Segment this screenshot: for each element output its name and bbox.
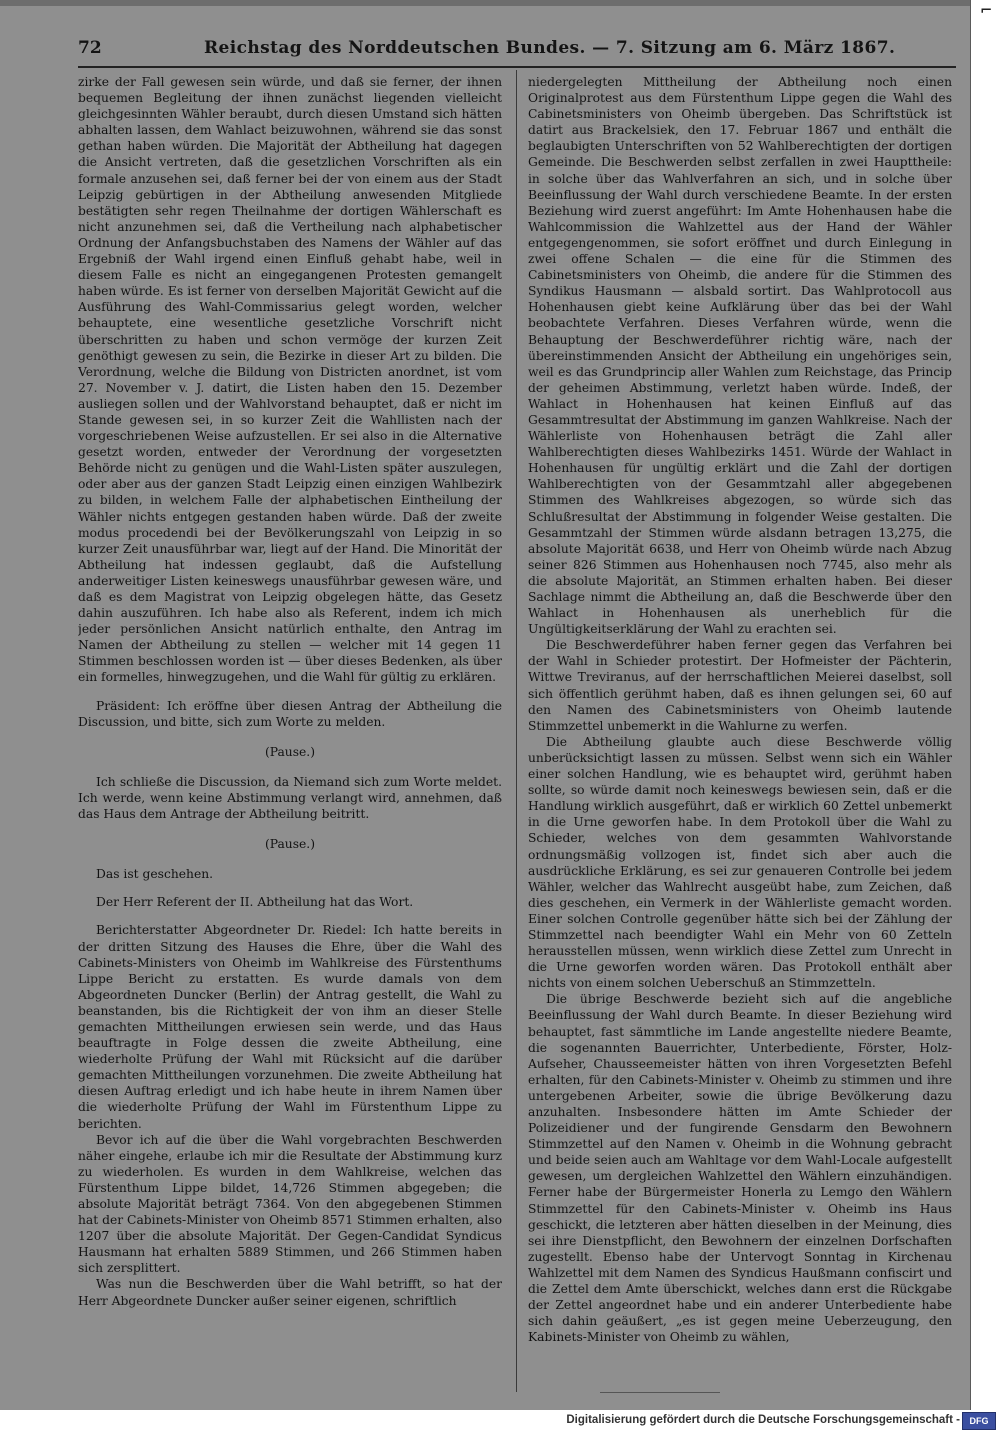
paragraph: Was nun die Beschwerden über die Wahl betrifft, so hat der Herr Abgeordnete Duncker außer seiner eigenen, schriftlich (78, 1277, 502, 1308)
paragraph: Die Abtheilung glaubte auch diese Beschwerde völlig unberücksichtigt lassen zu müssen. Selbst wenn sich ein Wähler einer solchen Handlung, wie es behauptet wird, gerühmt haben sollte, so würde damit noch keineswegs bewiesen sein, daß er die Handlung wirklich ausgeführt, daß er wirklich 60 Zettel unbemerkt in die Urne geworfen habe. In dem Protokoll über die Wahl zu Schieder, welches von dem gesammten Wahlvorstande ordnungsmäßig vollzogen ist, findet sich aber auch die ausdrückliche Erklärung, es sei zur genaueren Controlle bei jedem Wähler, welcher das Wahlrecht ausgeübt habe, zum Zeichen, daß dies geschehen, ein Vermerk in der Wählerliste gemacht worden. Einer solchen Controlle gegenüber hätte sich bei der Zählung der Stimmzettel nach beendigter Wahl ein Mehr von 60 Zetteln herausstellen müssen, wenn wirklich diese Zettel zum Unrecht in die Urne geworfen worden wären. Das Protokoll enthält aber nichts von einem solchen Ueberschuß an Stimmzetteln. (528, 734, 952, 991)
paragraph-riedel: Berichterstatter Abgeordneter Dr. Riedel: Ich hatte bereits in der dritten Sitzung des Hauses die Ehre, über die Wahl des Cabinets-Ministers von Oheimb im Wahlkreise des Fürstenthums Lippe Bericht zu erstatten. Es wurde damals von dem Abgeordneten Duncker (Berlin) der Antrag gestellt, die Wahl zu beanstanden, bis die Richtigkeit der von ihm an dieser Stelle gemachten Mittheilungen erwiesen sein werde, und das Haus beauftragte in Folge dessen die zweite Abtheilung, eine wiederholte Prüfung der Wahl mit Rücksicht auf die darüber gemachten Mittheilungen vorzunehmen. Die zweite Abtheilung hat diesen Auftrag erledigt und ich habe heute in ihrem Namen über die wiederholte Prüfung der Wahl im Fürstenthum Lippe zu berichten. (78, 923, 502, 1131)
paragraph-praesident: Präsident: Ich eröffne über diesen Antrag der Abtheilung die Discussion, und bitte, sich zum Worte zu melden. (78, 698, 502, 729)
paragraph: niedergelegten Mittheilung der Abtheilung noch einen Originalprotest aus dem Fürstenthum Lippe gegen die Wahl des Cabinetsministers von Oheimb übergeben. Das Schriftstück ist datirt aus Brackelsiek, den 17. Februar 1867 und enthält die beglaubigten Unterschriften von 52 Wahlberechtigten der dortigen Gemeinde. Die Beschwerden selbst zerfallen in zwei Haupttheile: in solche über das Wahlverfahren an sich, und in solche über Beeinflussung der Wahl durch verschiedene Beamte. In der ersten Beziehung wird zuerst angeführt: Im Amte Hohenhausen habe die Wahlcommission die Wahlzettel aus der Hand der Wähler entgegengenommen, sie sofort eröffnet und durch Einlegung in zwei offene Schalen — die eine für die Stimmen des Cabinetsministers von Oheimb, die andere für die Stimmen des Syndikus Hausmann — alsbald sortirt. Das Wahlprotocoll aus Hohenhausen giebt keine Aufklärung über das bei der Wahl beobachtete Verfahren. Dieses Verfahren würde, wenn die Behauptung der Beschwerdeführer richtig wäre, nach der übereinstimmenden Ansicht der Abtheilung ein ungehöriges sein, weil es das Grundprincip aller Wahlen zum Reichstage, das Princip der geheimen Abstimmung, verletzt haben würde. Indeß, der Wahlact in Hohenhausen hat keinen Einfluß auf das Gesammtresultat der Abstimmung im ganzen Wahlkreise. Nach der Wählerliste von Hohenhausen beträgt die Zahl aller Wahlberechtigten dieses Wahlbezirks 1451. Würde der Wahlact in Hohenhausen für ungültig erklärt und die Zahl der dortigen Wahlberechtigten von der Gesammtzahl aller abgegebenen Stimmen des Wahlkreises abgezogen, so würde sich das Schlußresultat der Abstimmung in folgender Weise gestalten. Die Gesammtzahl der Stimmen würde alsdann betragen 13,275, die absolute Majorität 6638, und Herr von Oheimb würde nach Abzug seiner 826 Stimmen aus Hohenhausen noch 7745, also mehr als die absolute Majorität, an Stimmen erhalten haben. Bei dieser Sachlage nimmt die Abtheilung an, daß die Beschwerde über den Wahlact in Hohenhausen als unerheblich für die Ungültigkeitserklärung der Wahl zu erachten sei. (528, 75, 952, 637)
paragraph: Das ist geschehen. (96, 867, 214, 882)
paragraph: Ich schließe die Discussion, da Niemand sich zum Worte meldet. Ich werde, wenn keine Abstimmung verlangt wird, annehmen, daß das Haus dem Antrage der Abtheilung beitritt. (78, 774, 502, 822)
left-column (78, 74, 502, 1392)
paragraph: Der Herr Referent der II. Abtheilung hat das Wort. (96, 895, 414, 910)
column-divider (516, 70, 517, 1392)
dfg-logo-icon[interactable] (962, 1412, 996, 1430)
right-column (528, 74, 952, 1392)
paragraph: Die Beschwerdeführer haben ferner gegen das Verfahren bei der Wahl in Schieder protestirt. Der Hofmeister der Pächterin, Wittwe Treviranus, auf der herrschaftlichen Meierei daselbst, soll sich öffentlich gerühmt haben, daß es ihnen gelungen sei, 60 auf den Namen des Cabinetsministers von Oheimb lautende Stimmzettel unbemerkt in die Wahlurne zu werfen. (528, 638, 952, 733)
paragraph: Die übrige Beschwerde bezieht sich auf die angebliche Beeinflussung der Wahl durch Beamte. In dieser Beziehung wird behauptet, fast sämmtliche im Lande angestellte niedere Beamte, die sogenannten Bauerrichter, Unterbediente, Förster, Holz-Aufseher, Chausseemeister hätten von ihren Vorgesetzten Befehl erhalten, für den Cabinets-Minister v. Oheimb zu stimmen und ihre untergebenen Arbeiter, sowie die übrige Bevölkerung dazu anzuhalten. Insbesondere hätten im Amte Schieder der Polizeidiener und der fungirende Gensdarm den Bewohnern Stimmzettel auf den Namen v. Oheimb in die Wohnung gebracht und beide seien auch am Wahltage vor dem Wahl-Locale aufgestellt gewesen, um dergleichen Wahlzettel den Wählern einzuhändigen. Ferner habe der Bürgermeister Honerla zu Lemgo den Wählern Stimmzettel für den Cabinets-Minister v. Oheimb ins Haus geschickt, die letzteren aber hätten dieselben in der Meinung, dies sei ihre Dienstpflicht, den Bewohnern der einzelnen Dorfschaften zugestellt. Ebenso habe der Untervogt Sonntag in Kirchenau Wahlzettel mit dem Namen des Syndicus Haußmann confiscirt und die Zettel dem Amte überschickt, welches dann erst die Rückgabe der Zettel angeordnet habe und ein anderer Unterbediente habe sich dahin geäußert, „es ist gegen meine Ueberzeugung, den Kabinets-Minister von Oheimb zu wählen, (528, 992, 952, 1345)
scan-corner-mark: ⌐ (980, 0, 992, 21)
scan-edge (0, 0, 971, 6)
footer-rule (600, 1392, 720, 1393)
page-number: 72 (78, 38, 102, 58)
pause-note: (Pause.) (264, 837, 316, 852)
credit-text[interactable]: Digitalisierung gefördert durch die Deutsche Forschungsgemeinschaft - (566, 1414, 960, 1426)
header-rule (78, 66, 956, 68)
page-header (78, 38, 896, 68)
paragraph: Bevor ich auf die über die Wahl vorgebrachten Beschwerden näher eingehe, erlaube ich mir die Resultate der Abstimmung kurz zu wiederholen. Es wurden in dem Wahlkreise, welchen das Fürstenthum Lippe bildet, 14,726 Stimmen abgegeben; die absolute Majorität beträgt 7364. Von den abgegebenen Stimmen hat der Cabinets-Minister von Oheimb 8571 Stimmen erhalten, also 1207 über die absolute Majorität. Der Gegen-Candidat Syndicus Hausmann hat erhalten 5889 Stimmen, und 266 Stimmen haben sich zersplittert. (78, 1132, 502, 1276)
dfg-logo-text: DFG (969, 1416, 989, 1426)
running-title: Reichstag des Norddeutschen Bundes. — 7. Sitzung am 6. März 1867. (204, 38, 896, 58)
pause-note: (Pause.) (264, 744, 316, 759)
credit-bar (0, 1410, 1000, 1432)
paragraph: zirke der Fall gewesen sein würde, und daß sie ferner, der ihnen bequemen Begleitung der ihnen zunächst liegenden vielleicht gleichgesinnten Wähler beraubt, durch diesen Umstand sich hätten abhalten lassen, dem Wahlact beizuwohnen, während sie das sonst gethan haben würden. Die Majorität der Abtheilung hat dagegen die Ansicht vertreten, daß die gesetzlichen Vorschriften als ein formale anzusehen sei, daß ferner bei der von einem aus der Stadt Leipzig gebürtigen in der Abtheilung anwesenden Mitgliede bestätigten sehr regen Theilnahme der dortigen Wählerschaft es nicht anzunehmen sei, daß die Vertheilung nach alphabetischer Ordnung der Anfangsbuchstaben des Namens der Wähler auf das Ergebniß der Wahl irgend einen Einfluß gehabt habe, weil in diesem Falle es nicht an eingegangenen Protesten gemangelt haben würde. Es ist ferner von derselben Majorität Gewicht auf die Ausführung des Wahl-Commissarius gelegt worden, welcher behauptete, eine wesentliche gesetzliche Vorschrift nicht überschritten zu haben und schon vermöge der kurzen Zeit genöthigt gewesen zu sein, die Bezirke in dieser Art zu bilden. Die Verordnung, welche die Bildung von Districten anordnet, ist vom 27. November v. J. datirt, die Listen haben den 15. Dezember ausliegen sollen und der Wahlvorstand behauptet, daß er nicht im Stande gewesen sei, in so kurzer Zeit die Wahllisten nach der vorgeschriebenen Weise aufzustellen. Er sei also in die Alternative gesetzt worden, entweder der Verordnung der vorgesetzten Behörde nicht zu genügen und die Wahl-Listen später auszulegen, oder aber aus der ganzen Stadt Leipzig einen einzigen Wahlbezirk zu bilden, in welchem Falle der alphabetischen Eintheilung der Wähler nichts entgegen gestanden haben würde. Daß der zweite modus procedendi bei der Bevölkerungszahl von Leipzig in so kurzer Zeit unausführbar war, liegt auf der Hand. Die Minorität der Abtheilung hat indessen geglaubt, daß die Aufstellung anderweitiger Listen keineswegs unausführbar gewesen wäre, und daß es dem Magistrat von Leipzig obgelegen hätte, das Gesetz dahin auszuführen. Ich habe also als Referent, indem ich mich jeder persönlichen Ansicht natürlich enthalte, den Antrag im Namen der Abtheilung zu stellen — welcher mit 14 gegen 11 Stimmen beschlossen worden ist — über dieses Bedenken, als über ein formelles, hinwegzugehen, und die Wahl für gültig zu erklären. (78, 75, 502, 685)
